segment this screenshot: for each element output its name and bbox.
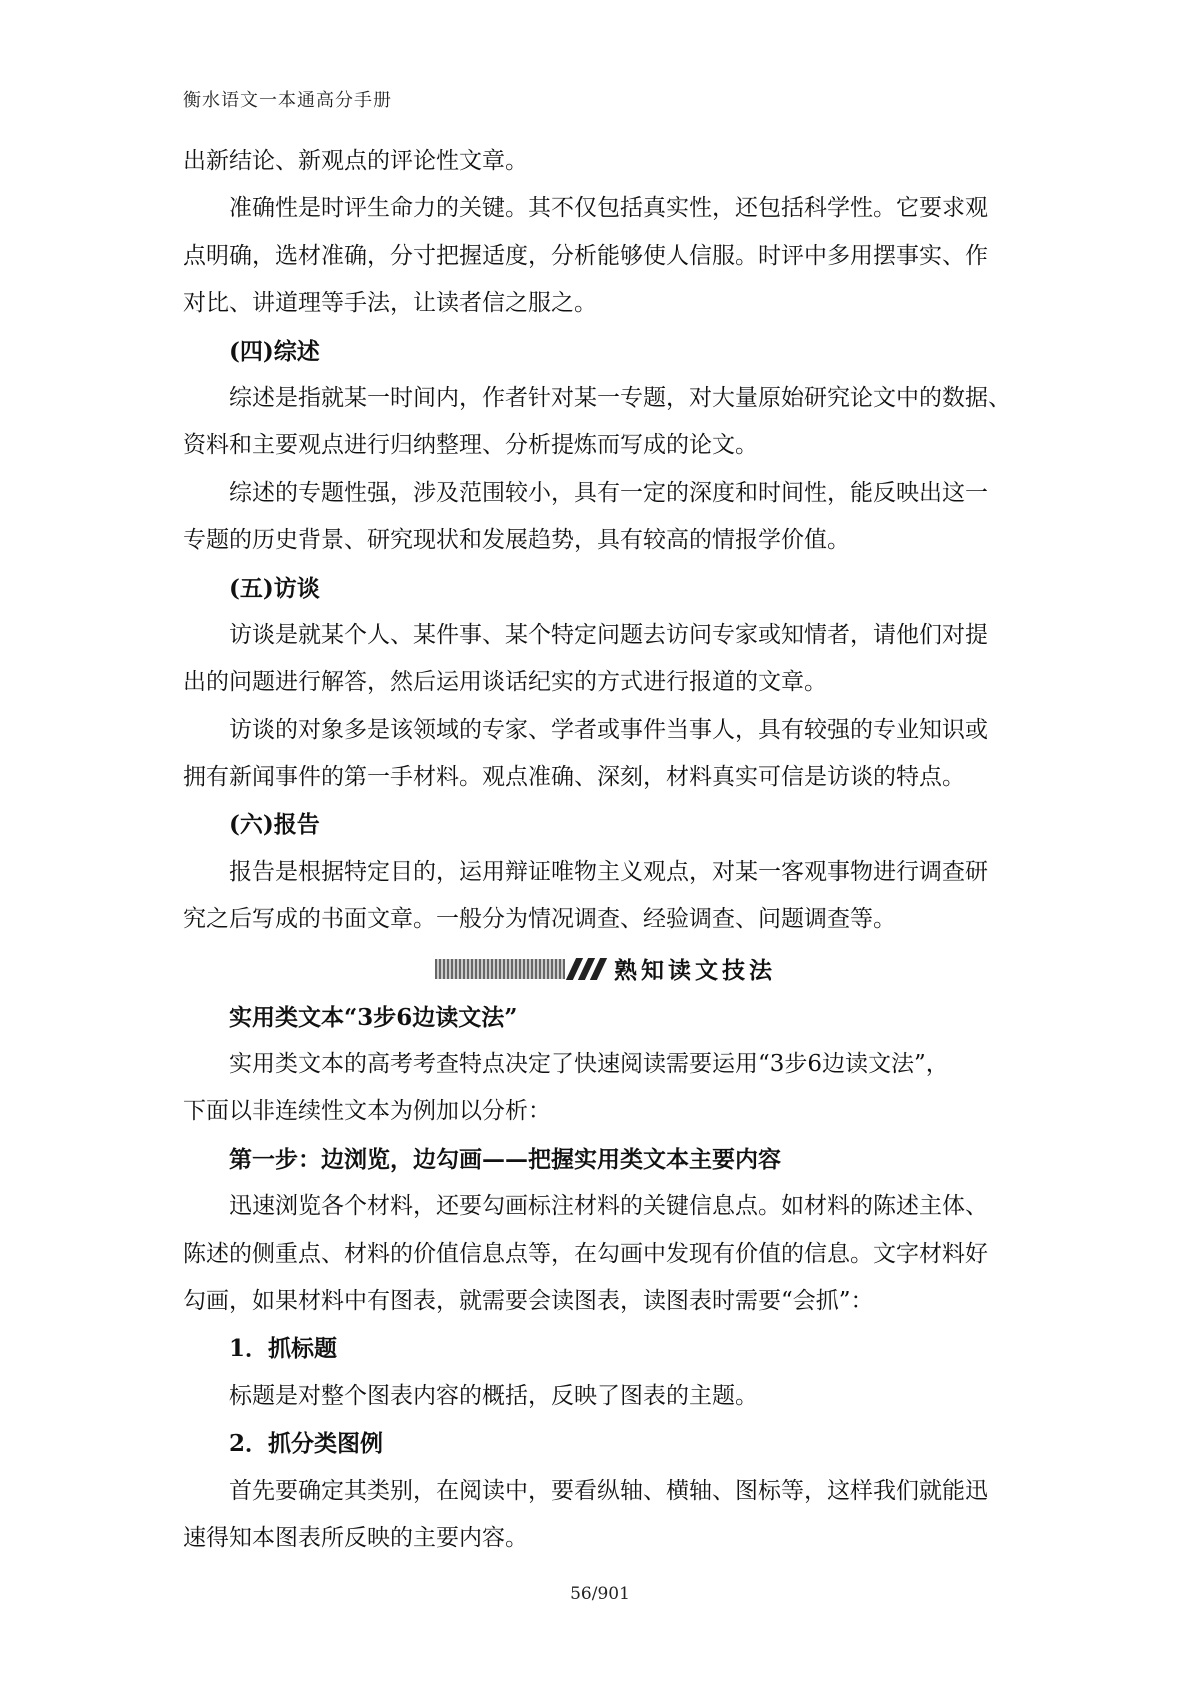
text-block-genres: [183, 138, 1028, 944]
section-heading: (四)综述: [229, 337, 320, 365]
banner-hatch-decoration: [435, 959, 565, 979]
text-line: 实用类文本的高考考查特点决定了快速阅读需要运用“3步6边读文法”，: [229, 1051, 949, 1078]
section-heading: 2．抓分类图例: [229, 1430, 384, 1458]
section-banner: [183, 944, 1028, 994]
text-line: 出的问题进行解答，然后运用谈话纪实的方式进行报道的文章。: [183, 669, 827, 696]
banner-title: 熟知读文技法: [614, 958, 776, 985]
text-line: 点明确，选材准确，分寸把握适度，分析能够使人信服。时评中多用摆事实、作: [183, 242, 988, 269]
text-block-reading-method: [183, 994, 1028, 1563]
text-line: 首先要确定其类别，在阅读中，要看纵轴、横轴、图标等，这样我们就能迅: [229, 1477, 988, 1504]
text-line: 准确性是时评生命力的关键。其不仅包括真实性，还包括科学性。它要求观: [229, 195, 988, 222]
text-line: 资料和主要观点进行归纳整理、分析提炼而写成的论文。: [183, 432, 758, 459]
text-line: 陈述的侧重点、材料的价值信息点等，在勾画中发现有价值的信息。文字材料好: [183, 1240, 988, 1267]
page-number: 56/901: [570, 1584, 630, 1604]
text-line: 究之后写成的书面文章。一般分为情况调查、经验调查、问题调查等。: [183, 906, 896, 933]
text-line: 拥有新闻事件的第一手材料。观点准确、深刻，材料真实可信是访谈的特点。: [183, 764, 965, 791]
section-heading: (六)报告: [229, 811, 320, 839]
running-header: 衡水语文一本通高分手册: [183, 90, 392, 111]
section-heading: 实用类文本“3步6边读文法”: [229, 1003, 518, 1031]
text-line: 勾画，如果材料中有图表，就需要会读图表，读图表时需要“会抓”：: [183, 1287, 874, 1314]
text-line: 速得知本图表所反映的主要内容。: [183, 1524, 528, 1551]
text-line: 报告是根据特定目的，运用辩证唯物主义观点，对某一客观事物进行调查研: [229, 858, 988, 885]
text-line: 综述的专题性强，涉及范围较小，具有一定的深度和时间性，能反映出这一: [229, 479, 988, 506]
text-line: 出新结论、新观点的评论性文章。: [183, 148, 528, 174]
text-line: 访谈的对象多是该领域的专家、学者或事件当事人，具有较强的专业知识或: [229, 716, 988, 743]
text-line: 下面以非连续性文本为例加以分析：: [183, 1098, 551, 1125]
section-heading: 1．抓标题: [229, 1335, 338, 1363]
section-heading: (五)访谈: [229, 574, 320, 602]
section-heading: 第一步：边浏览，边勾画——把握实用类文本主要内容: [229, 1145, 781, 1173]
text-line: 综述是指就某一时间内，作者针对某一专题，对大量原始研究论文中的数据、: [229, 384, 1011, 411]
text-line: 对比、讲道理等手法，让读者信之服之。: [183, 290, 597, 317]
banner-slash-icon: [571, 958, 602, 980]
text-line: 访谈是就某个人、某件事、某个特定问题去访问专家或知情者，请他们对提: [229, 621, 988, 648]
page-body: [183, 138, 1028, 1562]
text-line: 专题的历史背景、研究现状和发展趋势，具有较高的情报学价值。: [183, 527, 850, 554]
text-line: 标题是对整个图表内容的概括，反映了图表的主题。: [229, 1382, 758, 1409]
text-line: 迅速浏览各个材料，还要勾画标注材料的关键信息点。如材料的陈述主体、: [229, 1193, 988, 1220]
